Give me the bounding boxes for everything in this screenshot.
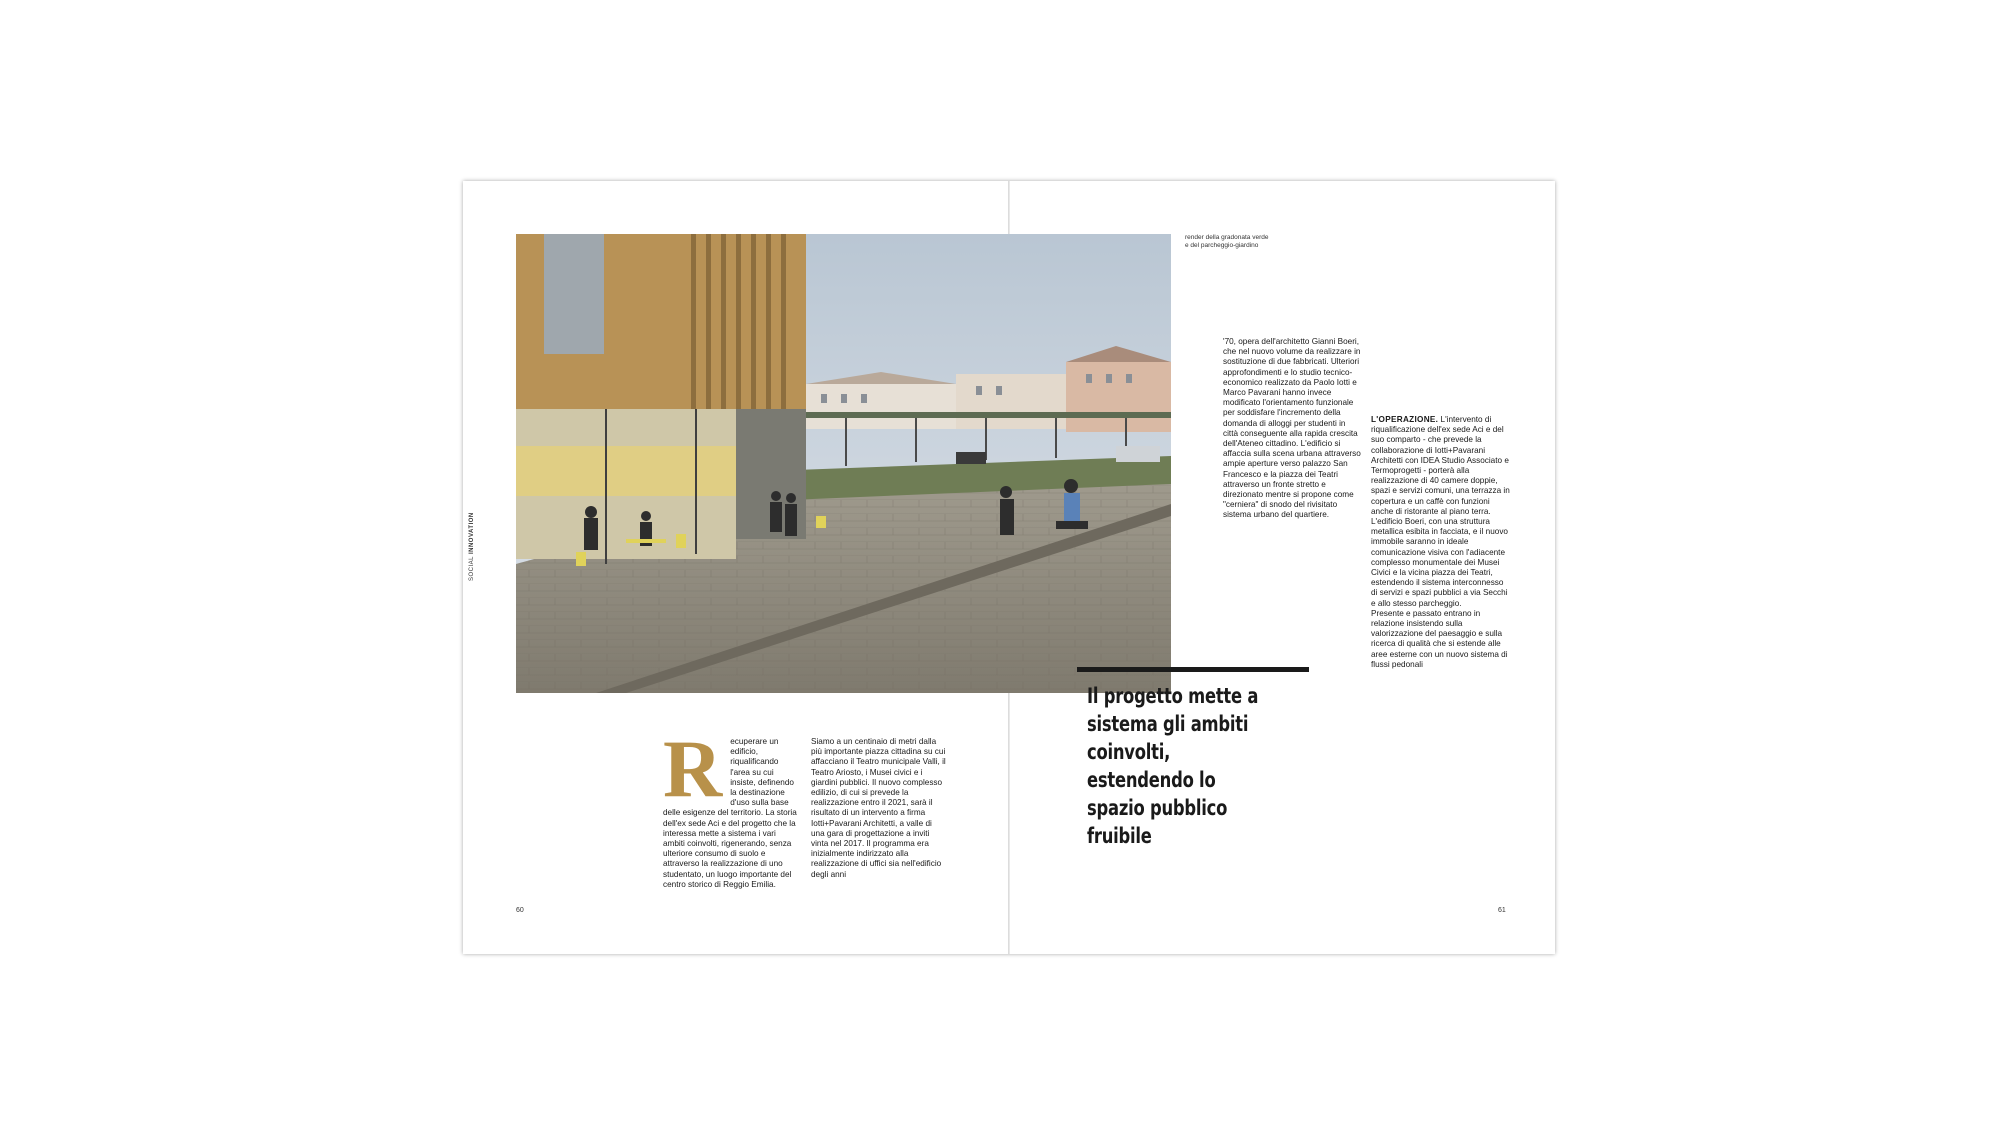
body-text-2: Siamo a un centinaio di metri dalla più importante piazza cittadina su cui affacciano il Teatro municipale Valli, il Teatro Ariosto, i Musei civici e i giardini pubblici. Il nuovo complesso edilizio, di cui si prevede la realizzazione entro il 2021, sarà il risultato di un intervento a firma Iotti+Pavarani Architetti, a valle di una gara di progettazione a inviti vinta nel 2017. Il programma era inizialmente indirizzato alla realizzazione di uffici sia nell'edificio degli anni — [811, 737, 946, 879]
architectural-render-image — [516, 234, 1171, 693]
magazine-spread — [463, 181, 1555, 954]
body-column-3 — [1223, 337, 1361, 521]
section-run-in-heading: L'OPERAZIONE. — [1371, 415, 1439, 424]
image-caption — [1185, 234, 1295, 250]
side-label-light: SOCIAL — [469, 556, 475, 581]
intro-column — [663, 723, 798, 890]
body-text-4: L'intervento di riqualificazione dell'ex sede Aci e del suo comparto - che prevede la collaborazione di Iotti+Pavarani Architetti con IDEA Studio Associato e Termoprogetti - porterà alla realizzazione di 40 camere doppie, spazi e servizi comuni, una terrazza in copertura e un caffè con funzioni anche di ristorante al piano terra. L'edificio Boeri, con una struttura metallica esibita in facciata, e il nuovo immobile saranno in ideale comunicazione visiva con l'adiacente complesso monumentale dei Musei Civici e la vicina piazza dei Teatri, estendendo il sistema interconnesso di servizi e spazi pubblici a via Secchi e allo stesso parcheggio. — [1371, 415, 1510, 608]
body-column-2 — [811, 737, 947, 880]
pull-quote-rule — [1077, 667, 1309, 672]
body-column-4 — [1371, 415, 1511, 670]
pull-quote: Il progetto mette a sistema gli ambiti coinvolti, estendendo lo spazio pubblico fruibile — [1087, 684, 1259, 848]
body-text-3: '70, opera dell'architetto Gianni Boeri, che nel nuovo volume da realizzare in sostituzione di due fabbricati. Ulteriori approfondimenti e lo studio tecnico-economico realizzato da Paolo Iotti e Marco Pavarani hanno invece modificato l'orientamento funzionale per soddisfare l'incremento della domanda di alloggi per studenti in città conseguente alla rapida crescita dell'Ateneo cittadino. L'edificio si affaccia sulla scena urbana attraverso ampie aperture verso palazzo San Francesco e la piazza dei Teatri attraverso un fronte stretto e direzionato mentre si propone come "cerniera" di snodo del rivisitato sistema urbano del quartiere. — [1223, 337, 1361, 520]
intro-text: ecuperare un edificio, riqualificando l'area su cui insiste, definendo la destinazione d'uso sulla base delle esigenze del territorio. La storia dell'ex sede Aci e del progetto che la interessa mette a sistema i vari ambiti coinvolti, rigenerando, senza ulteriore consumo di suolo e attraverso la realizzazione di uno studentato, un luogo importante del centro storico di Reggio Emilia. — [663, 737, 797, 889]
caption-line-1: render della gradonata verde — [1185, 234, 1269, 241]
caption-line-2: e del parcheggio-giardino — [1185, 242, 1259, 249]
section-side-label — [469, 501, 475, 581]
page-number-left: 60 — [516, 907, 524, 914]
page-number-right: 61 — [1498, 907, 1506, 914]
body-text-4b: Presente e passato entrano in relazione insistendo sulla valorizzazione del paesaggio e sulla ricerca di qualità che si estende alle aree esterne con un nuovo sistema di flussi pedonali — [1371, 608, 1508, 669]
drop-cap: R — [663, 723, 723, 814]
side-label-bold: INNOVATION — [469, 512, 475, 555]
